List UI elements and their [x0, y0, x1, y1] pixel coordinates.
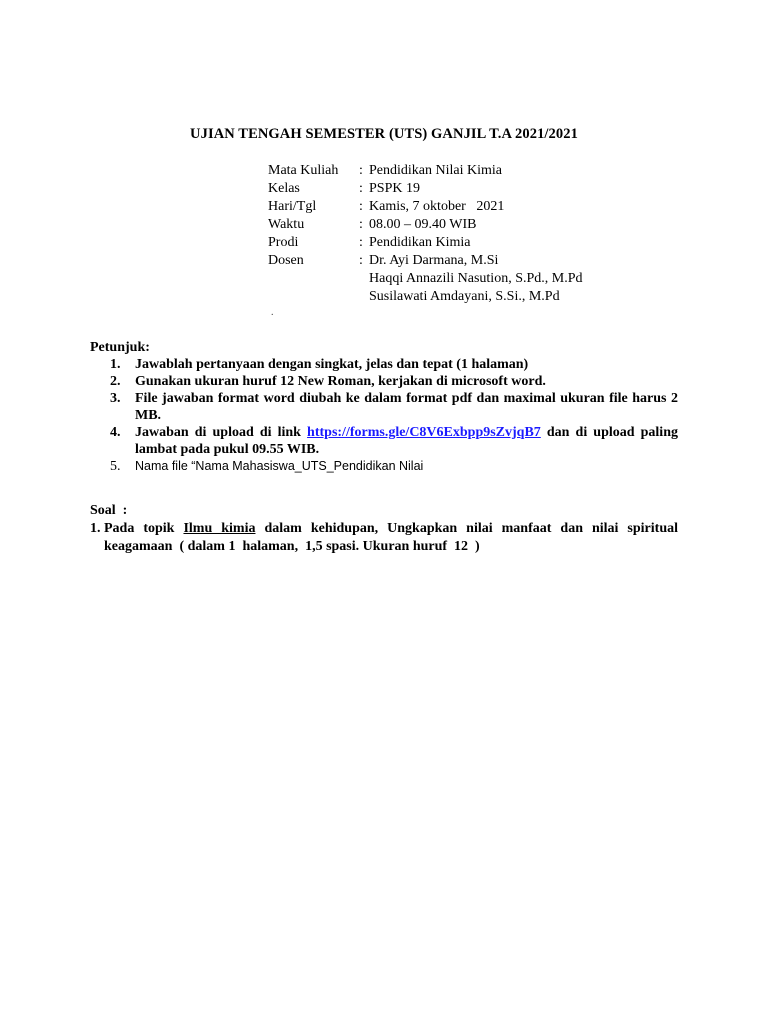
info-row-dosen-2 — [268, 270, 583, 288]
info-colon: : — [359, 253, 363, 268]
info-value: Pendidikan Kimia — [369, 235, 471, 250]
info-label: Mata Kuliah — [268, 163, 339, 178]
info-value: Kamis, 7 oktober 2021 — [369, 199, 505, 214]
info-label: Hari/Tgl — [268, 199, 317, 214]
info-colon: : — [359, 235, 363, 250]
list-text: File jawaban format word diubah ke dalam format pdf dan maximal ukuran file harus 2 MB. — [135, 391, 678, 423]
soal-underlined-topic: Ilmu kimia — [183, 521, 256, 536]
info-label: Dosen — [268, 253, 304, 268]
info-label: Waktu — [268, 217, 305, 232]
info-label: Kelas — [268, 181, 300, 196]
info-value: Pendidikan Nilai Kimia — [369, 163, 502, 178]
info-row-dosen — [268, 252, 583, 270]
list-text: Jawablah pertanyaan dengan singkat, jelas dan tepat (1 halaman) — [135, 357, 529, 372]
list-number: 4. — [110, 425, 121, 440]
info-row-prodi — [268, 234, 583, 252]
info-value: Susilawati Amdayani, S.Si., M.Pd — [369, 289, 560, 304]
info-row-kelas — [268, 180, 583, 198]
list-text: Gunakan ukuran huruf 12 New Roman, kerjakan di microsoft word. — [135, 374, 546, 389]
info-colon — [359, 270, 369, 288]
stray-mark: . — [271, 307, 274, 318]
info-row-dosen-3 — [268, 288, 583, 306]
petunjuk-heading: Petunjuk: — [90, 340, 150, 355]
info-colon: : — [359, 163, 363, 178]
soal-heading: Soal : — [90, 503, 128, 518]
info-value: PSPK 19 — [369, 181, 420, 196]
list-number: 2. — [110, 374, 121, 389]
list-text: Nama file “Nama Mahasiswa_UTS_Pendidikan Nilai — [135, 459, 424, 473]
petunjuk-list — [110, 356, 678, 475]
info-label: Prodi — [268, 235, 299, 250]
info-row-hari-tgl — [268, 198, 583, 216]
info-colon: : — [359, 217, 363, 232]
info-colon: : — [359, 181, 363, 196]
info-row-mata-kuliah — [268, 162, 583, 180]
list-text — [135, 424, 678, 458]
list-item — [110, 390, 678, 424]
exam-title: UJIAN TENGAH SEMESTER (UTS) GANJIL T.A 2021/2021 — [190, 126, 578, 142]
list-number: 3. — [110, 391, 121, 406]
list-item — [110, 356, 678, 373]
info-label — [268, 288, 359, 306]
soal-item — [90, 520, 682, 556]
upload-form-link[interactable]: https://forms.gle/C8V6Exbpp9sZvjqB7 — [307, 425, 541, 440]
list-number: 1. — [110, 357, 121, 372]
info-value: Haqqi Annazili Nasution, S.Pd., M.Pd — [369, 271, 583, 286]
list-item — [110, 458, 678, 475]
soal-list — [90, 520, 682, 556]
soal-text-before: Pada topik — [104, 521, 184, 536]
exam-info-table — [268, 162, 583, 306]
info-label — [268, 270, 359, 288]
list-item — [110, 373, 678, 390]
list-text-before: Jawaban di upload di link — [135, 425, 308, 440]
soal-text — [104, 520, 682, 556]
soal-text-after: dalam kehidupan, Ungkapkan nilai manfaat dan nilai spiritual keagamaan ( dalam 1 halaman, 1,5 spasi. Ukuran huruf 12 ) — [104, 521, 682, 554]
info-colon: : — [359, 199, 363, 214]
soal-number: 1. — [90, 521, 101, 536]
info-value: 08.00 – 09.40 WIB — [369, 217, 477, 232]
info-row-waktu — [268, 216, 583, 234]
info-colon — [359, 288, 369, 306]
info-value: Dr. Ayi Darmana, M.Si — [369, 253, 499, 268]
list-item — [110, 424, 678, 458]
list-text-after: dan di upload paling lambat pada pukul 09.55 WIB. — [135, 425, 678, 457]
list-number: 5. — [110, 459, 121, 474]
